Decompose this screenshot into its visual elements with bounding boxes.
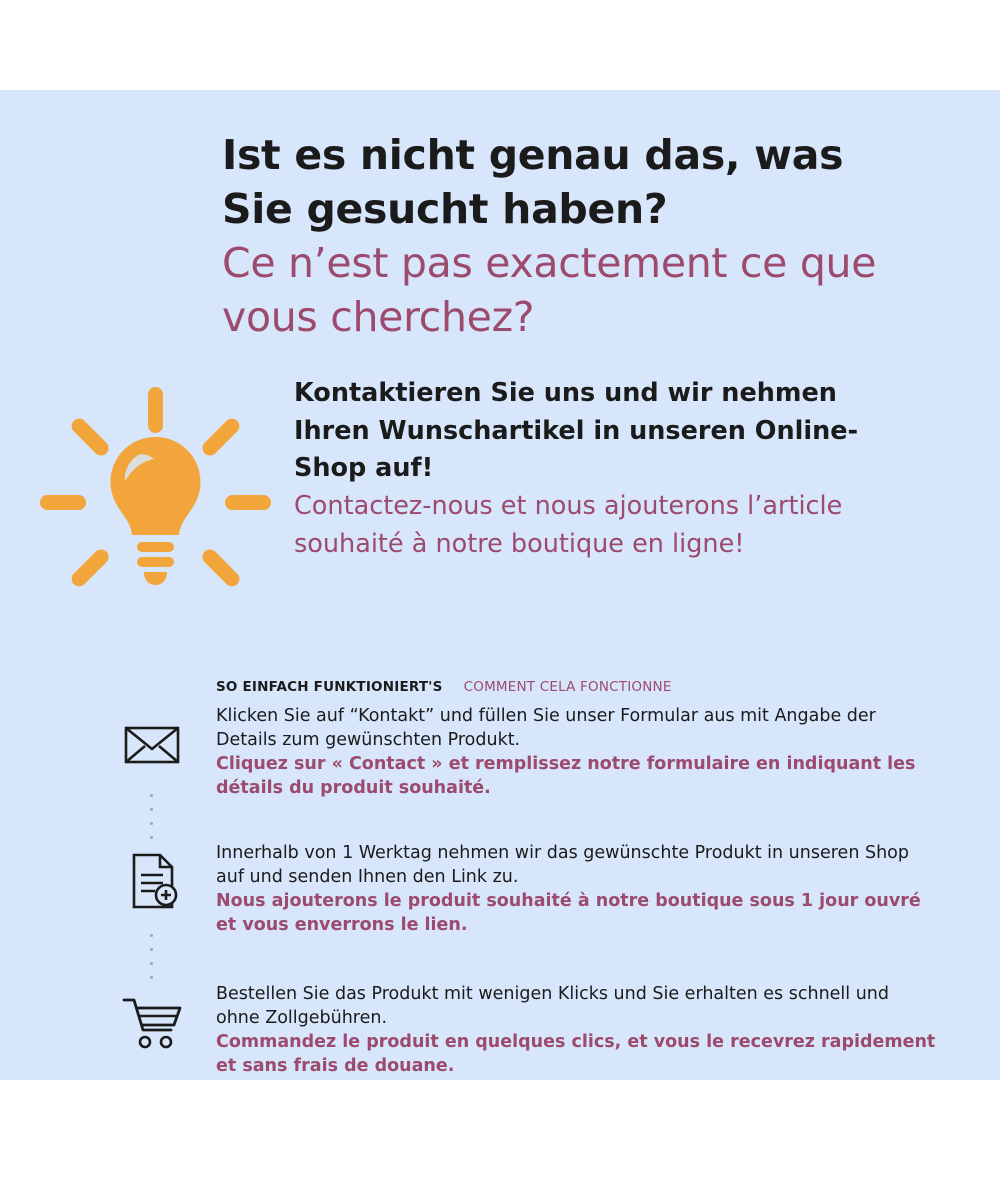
step-body [216, 982, 936, 1079]
headline-block [222, 128, 922, 344]
intro-french: Contactez-nous et nous ajouterons l’article souhaité à notre boutique en ligne! [294, 491, 843, 559]
step-german: Klicken Sie auf “Kontakt” und füllen Sie unser Formular aus mit Angabe der Details zum gewünschten Produkt. [216, 706, 876, 751]
step-german: Bestellen Sie das Produkt mit wenigen Klicks und Sie erhalten es schnell und ohne Zollgebühren. [216, 984, 890, 1029]
intro-text [294, 375, 914, 564]
headline-german: Ist es nicht genau das, was Sie gesucht haben? [222, 131, 844, 234]
promo-banner [0, 90, 1000, 1080]
steps-heading-german: SO EINFACH FUNKTIONIERT'S [216, 679, 443, 695]
envelope-icon [120, 712, 184, 776]
connector-dots [150, 794, 154, 850]
step-german: Innerhalb von 1 Werktag nehmen wir das gewünschte Produkt in unseren Shop auf und senden Ihnen den Link zu. [216, 843, 909, 888]
step-french: Nous ajouterons le produit souhaité à notre boutique sous 1 jour ouvré et vous enverrons le lien. [216, 891, 921, 936]
shopping-cart-icon [120, 990, 184, 1054]
document-add-icon [120, 849, 184, 913]
step-french: Commandez le produit en quelques clics, et vous le recevrez rapidement et sans frais de douane. [216, 1032, 936, 1077]
connector-dots [150, 934, 154, 990]
headline-french: Ce n’est pas exactement ce que vous cherchez? [222, 239, 877, 342]
step-body [216, 704, 936, 801]
step-body [216, 841, 936, 938]
intro-german: Kontaktieren Sie uns und wir nehmen Ihren Wunschartikel in unseren Online-Shop auf! [294, 378, 859, 484]
step-french: Cliquez sur « Contact » et remplissez notre formulaire en indiquant les détails du produit souhaité. [216, 754, 916, 799]
lightbulb-icon [38, 385, 273, 620]
steps-heading [216, 676, 672, 695]
steps-heading-french: COMMENT CELA FONCTIONNE [463, 679, 672, 695]
